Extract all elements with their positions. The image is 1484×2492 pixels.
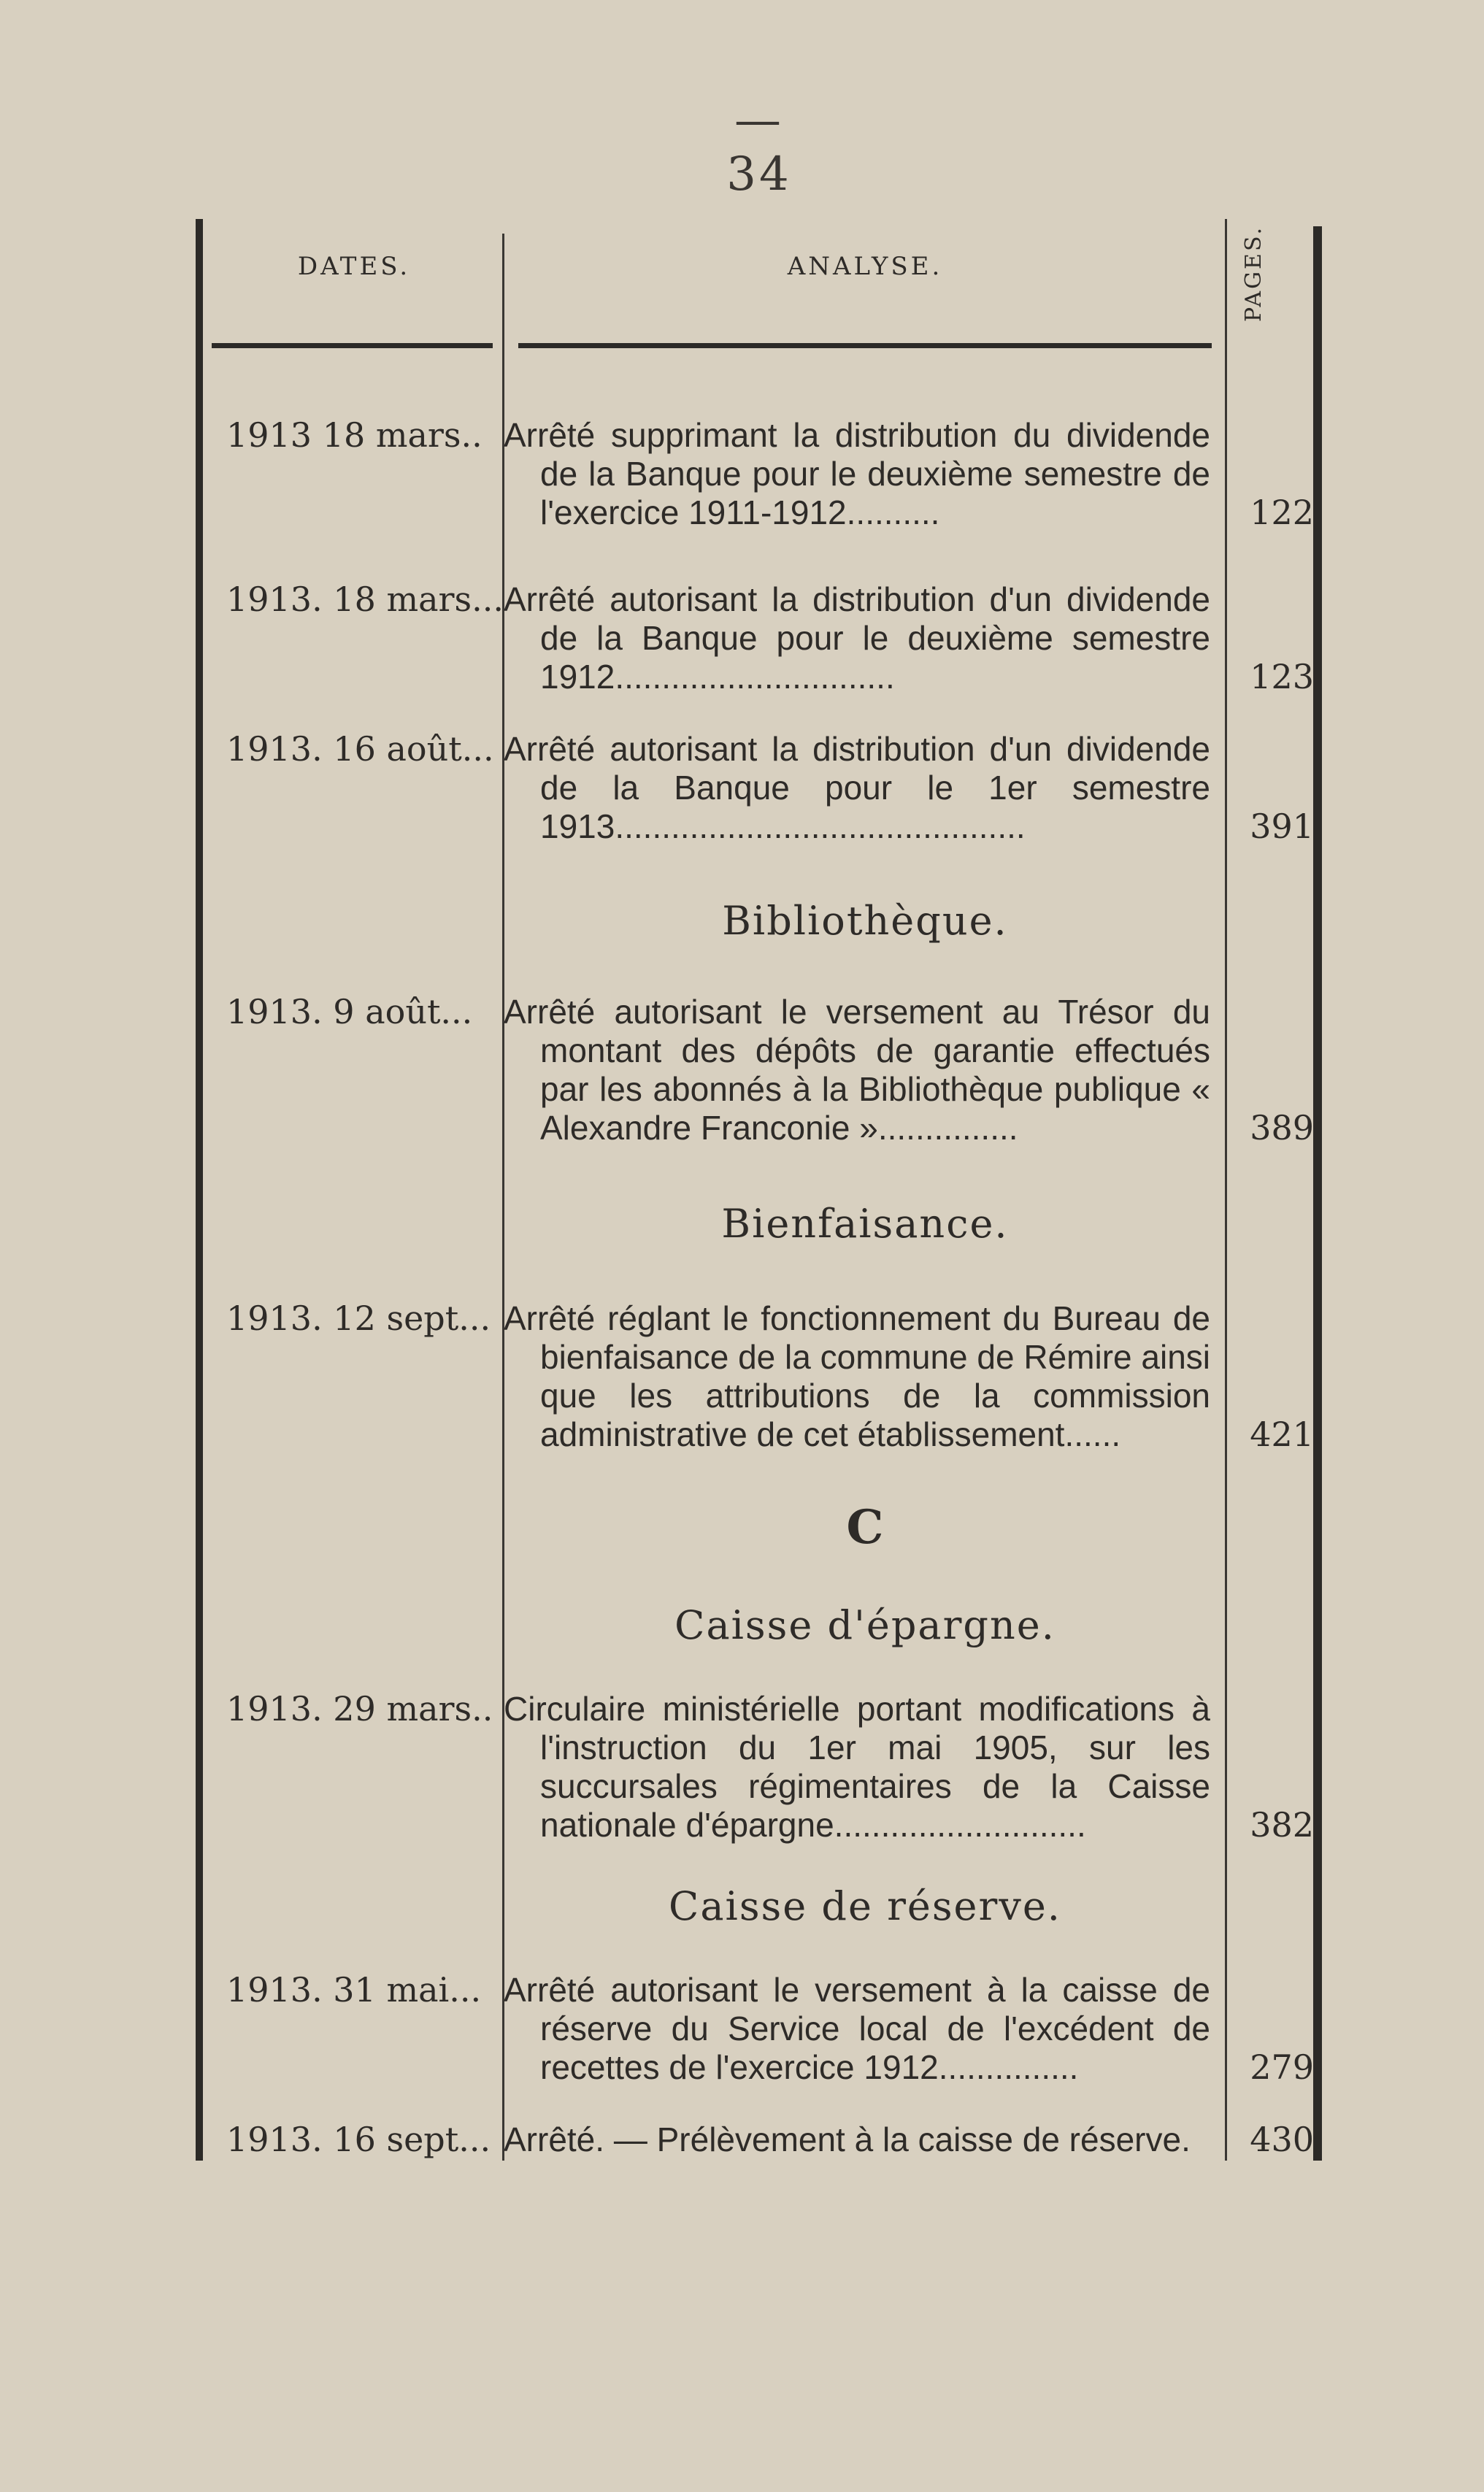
entry-date: 1913. 12 sept... (226, 1299, 491, 1338)
header-dates: DATES. (297, 252, 411, 281)
entry-page: 382 (1250, 1805, 1314, 1845)
entry-page: 122 (1250, 493, 1314, 532)
entry-page: 389 (1250, 1108, 1314, 1147)
entry-text: Arrêté. — Prélèvement à la caisse de réserve. (504, 2120, 1191, 2158)
entry-text: Circulaire ministérielle portant modifications à l'instruction du 1er mai 1905, sur les succursales régimentaires de la Caisse nationale d'épargne........................... (504, 1690, 1210, 1844)
entry-date: 1913 18 mars.. (226, 415, 483, 455)
entry-date: 1913. 16 sept... (226, 2120, 491, 2159)
section-heading: Caisse d'épargne. (674, 1602, 1056, 1648)
frame-right (1313, 226, 1322, 2161)
entry-text: Arrêté autorisant le versement au Trésor du montant des dépôts de garantie effectués par les abonnés à la Bibliothèque publique « Alexandre Franconie »............... (504, 993, 1210, 1147)
entry-page: 391 (1250, 807, 1314, 846)
entry-text: Arrêté supprimant la distribution du dividende de la Banque pour le deuxième semestre de l'exercice 1911-1912.......... (504, 416, 1210, 531)
header-rule (212, 343, 493, 348)
entry-date: 1913. 16 août... (226, 729, 494, 769)
header-rule (518, 343, 1212, 348)
entry-page: 123 (1250, 657, 1314, 696)
entry-date: 1913. 18 mars... (226, 580, 504, 619)
frame-left (196, 219, 203, 2161)
column-rule (1225, 219, 1227, 2161)
entry-text: Arrêté autorisant le versement à la caisse de réserve du Service local de l'excédent de recettes de l'exercice 1912............... (504, 1971, 1210, 2086)
section-heading: Bibliothèque. (722, 898, 1008, 944)
entry-page: 430 (1250, 2120, 1314, 2159)
entry-text: Arrêté réglant le fonctionnement du Bureau de bienfaisance de la commune de Rémire ainsi que les attributions de la commission administrative de cet établissement...... (504, 1299, 1210, 1453)
section-heading: Caisse de réserve. (669, 1883, 1061, 1929)
header-analyse: ANALYSE. (787, 252, 943, 281)
letter-heading: C (846, 1500, 884, 1555)
entry-page: 279 (1250, 2047, 1314, 2087)
entry-text: Arrêté autorisant la distribution d'un dividende de la Banque pour le 1er semestre 1913............................................ (504, 730, 1210, 845)
entry-date: 1913. 31 mai... (226, 1970, 482, 2010)
header-pages: PAGES. (1241, 226, 1266, 322)
section-heading: Bienfaisance. (721, 1201, 1009, 1247)
entry-page: 421 (1250, 1415, 1314, 1454)
entry-text: Arrêté autorisant la distribution d'un dividende de la Banque pour le deuxième semestre 1912.............................. (504, 580, 1210, 696)
entry-date: 1913. 9 août... (226, 992, 473, 1031)
page-number: — 34 (726, 93, 792, 201)
entry-date: 1913. 29 mars.. (226, 1689, 493, 1728)
